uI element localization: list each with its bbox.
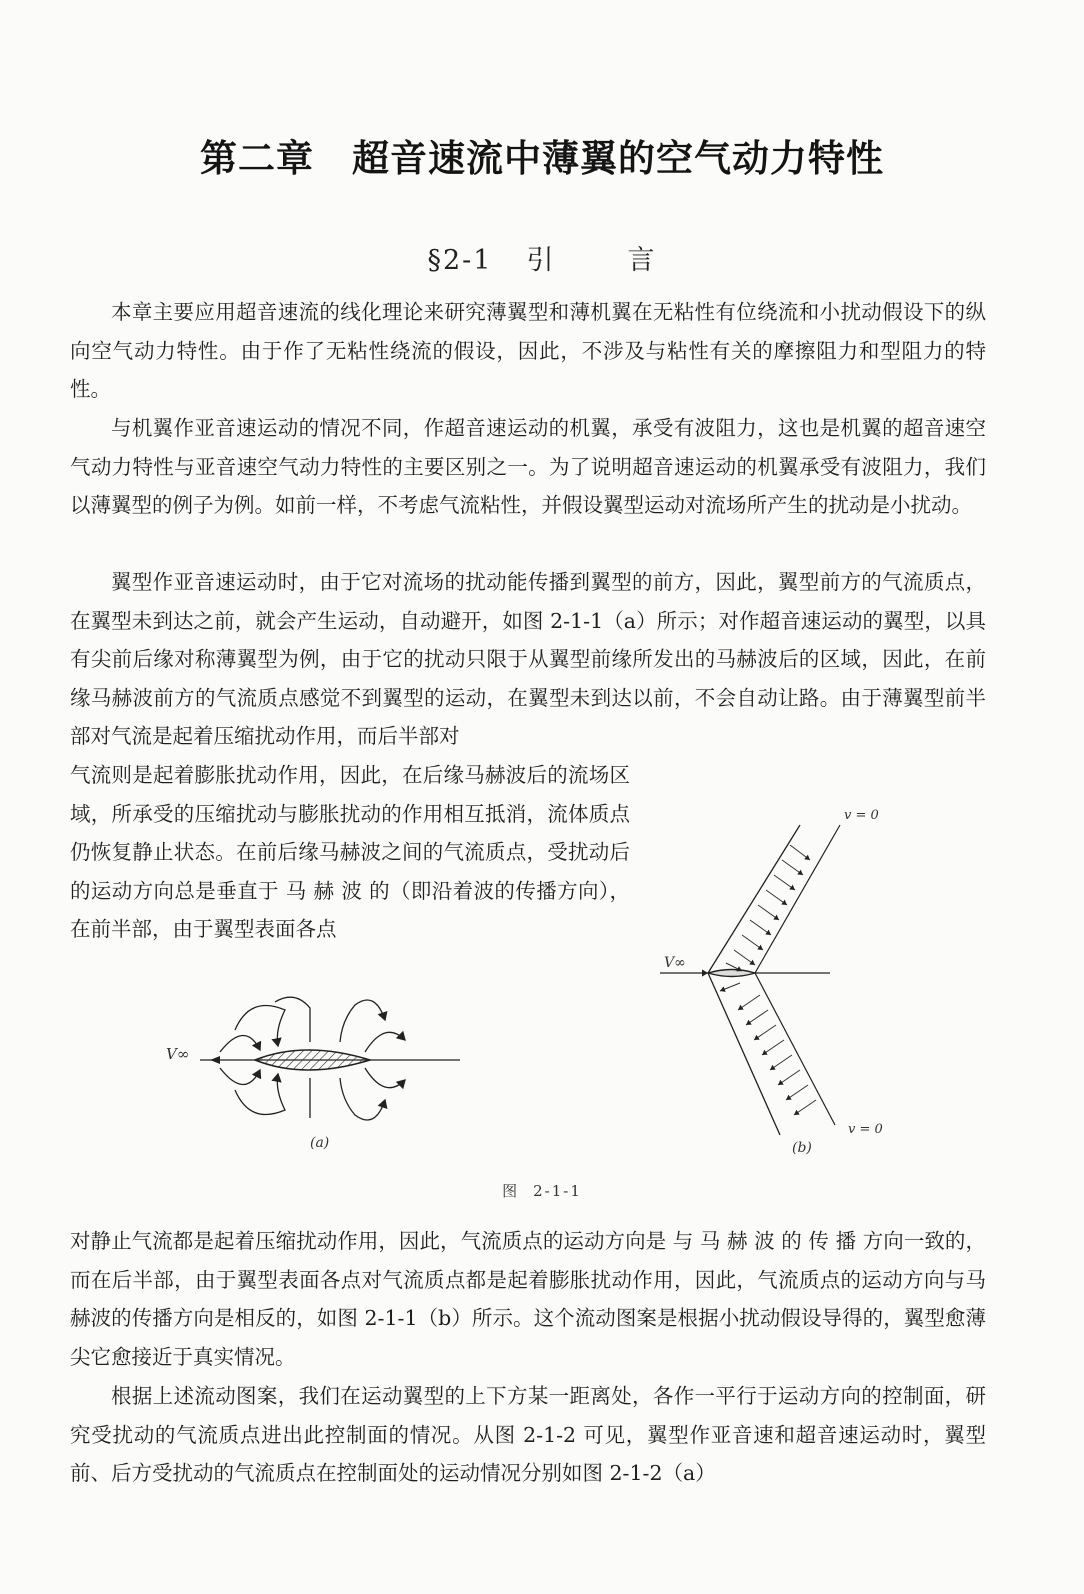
paragraph-5: 根据上述流动图案，我们在运动翼型的上下方某一距离处，各作一平行于运动方向的控制面，研究受扰动的气流质点进出此控制面的情况。从图 2-1-2 可见，翼型作亚音速和超音速运动时，翼型前、后方受扰动的气流质点在控制面处的运动情况分别如图 2-1-2（a） <box>70 1384 986 1485</box>
section-title-char-1: 引 <box>526 245 556 276</box>
figure-b-label: (b) <box>792 1140 812 1156</box>
figure-b-v-zero-top: v = 0 <box>844 808 879 823</box>
chapter-name: 超音速流中薄翼的空气动力特性 <box>352 137 884 180</box>
figure-a-label: (a) <box>310 1135 330 1151</box>
figure-caption-number: 2-1-1 <box>533 1182 582 1200</box>
paragraph-4: 对静止气流都是起着压缩扰动作用，因此，气流质点的运动方向是 与 马 赫 波 的 传 播 方向一致的，而在后半部，由于翼型表面各点对气流质点都是起着膨胀扰动作用，因此，气流质点的运动方向与马赫波的传播方向是相反的，如图 2-1-1（b）所示。这个流动图案是根据小扰动假设导得的，翼型愈薄尖它愈接近于真实情况。 <box>70 1229 986 1369</box>
figure-caption-label: 图 <box>502 1182 520 1200</box>
figure-b-supersonic-flow <box>660 805 900 1150</box>
paragraph-3-continued: 气流则是起着膨胀扰动作用，因此，在后缘马赫波后的流场区域，所承受的压缩扰动与膨胀扰动的作用相互抵消，流体质点仍恢复静止状态。在前后缘马赫波之间的气流质点，受扰动后的运动方向总是垂直于 马 赫 波 的（即沿着波的传播方向），在前半部，由于翼型表面各点 <box>70 763 630 941</box>
section-title-char-2: 言 <box>627 245 657 276</box>
figure-caption <box>0 1180 1084 1201</box>
figure-a-v-infinity: V∞ <box>166 1045 190 1063</box>
figure-b-v-zero-bottom: v = 0 <box>848 1122 883 1137</box>
section-title <box>0 238 1084 277</box>
figure-b-v-infinity: V∞ <box>664 955 686 971</box>
paragraph-2: 与机翼作亚音速运动的情况不同，作超音速运动的机翼，承受有波阻力，这也是机翼的超音速空气动力特性与亚音速空气动力特性的主要区别之一。为了说明超音速运动的机翼承受有波阻力，我们以薄翼型的例子为例。如前一样，不考虑气流粘性，并假设翼型运动对流场所产生的扰动是小扰动。 <box>70 416 986 517</box>
section-number: §2-1 <box>427 245 493 276</box>
chapter-number: 第二章 <box>200 137 314 180</box>
figure-a-subsonic-flow <box>160 990 470 1130</box>
chapter-title <box>0 128 1084 182</box>
paragraph-3: 翼型作亚音速运动时，由于它对流场的扰动能传播到翼型的前方，因此，翼型前方的气流质点，在翼型未到达之前，就会产生运动，自动避开，如图 2-1-1（a）所示；对作超音速运动的翼型，以具有尖前后缘对称薄翼型为例，由于它的扰动只限于从翼型前缘所发出的马赫波后的区域，因此，在前缘马赫波前方的气流质点感觉不到翼型的运动，在翼型未到达以前，不会自动让路。由于薄翼型前半部对气流是起着压缩扰动作用，而后半部对 <box>70 570 986 748</box>
paragraph-1: 本章主要应用超音速流的线化理论来研究薄翼型和薄机翼在无粘性有位绕流和小扰动假设下的纵向空气动力特性。由于作了无粘性绕流的假设，因此，不涉及与粘性有关的摩擦阻力和型阻力的特性。 <box>70 300 986 401</box>
